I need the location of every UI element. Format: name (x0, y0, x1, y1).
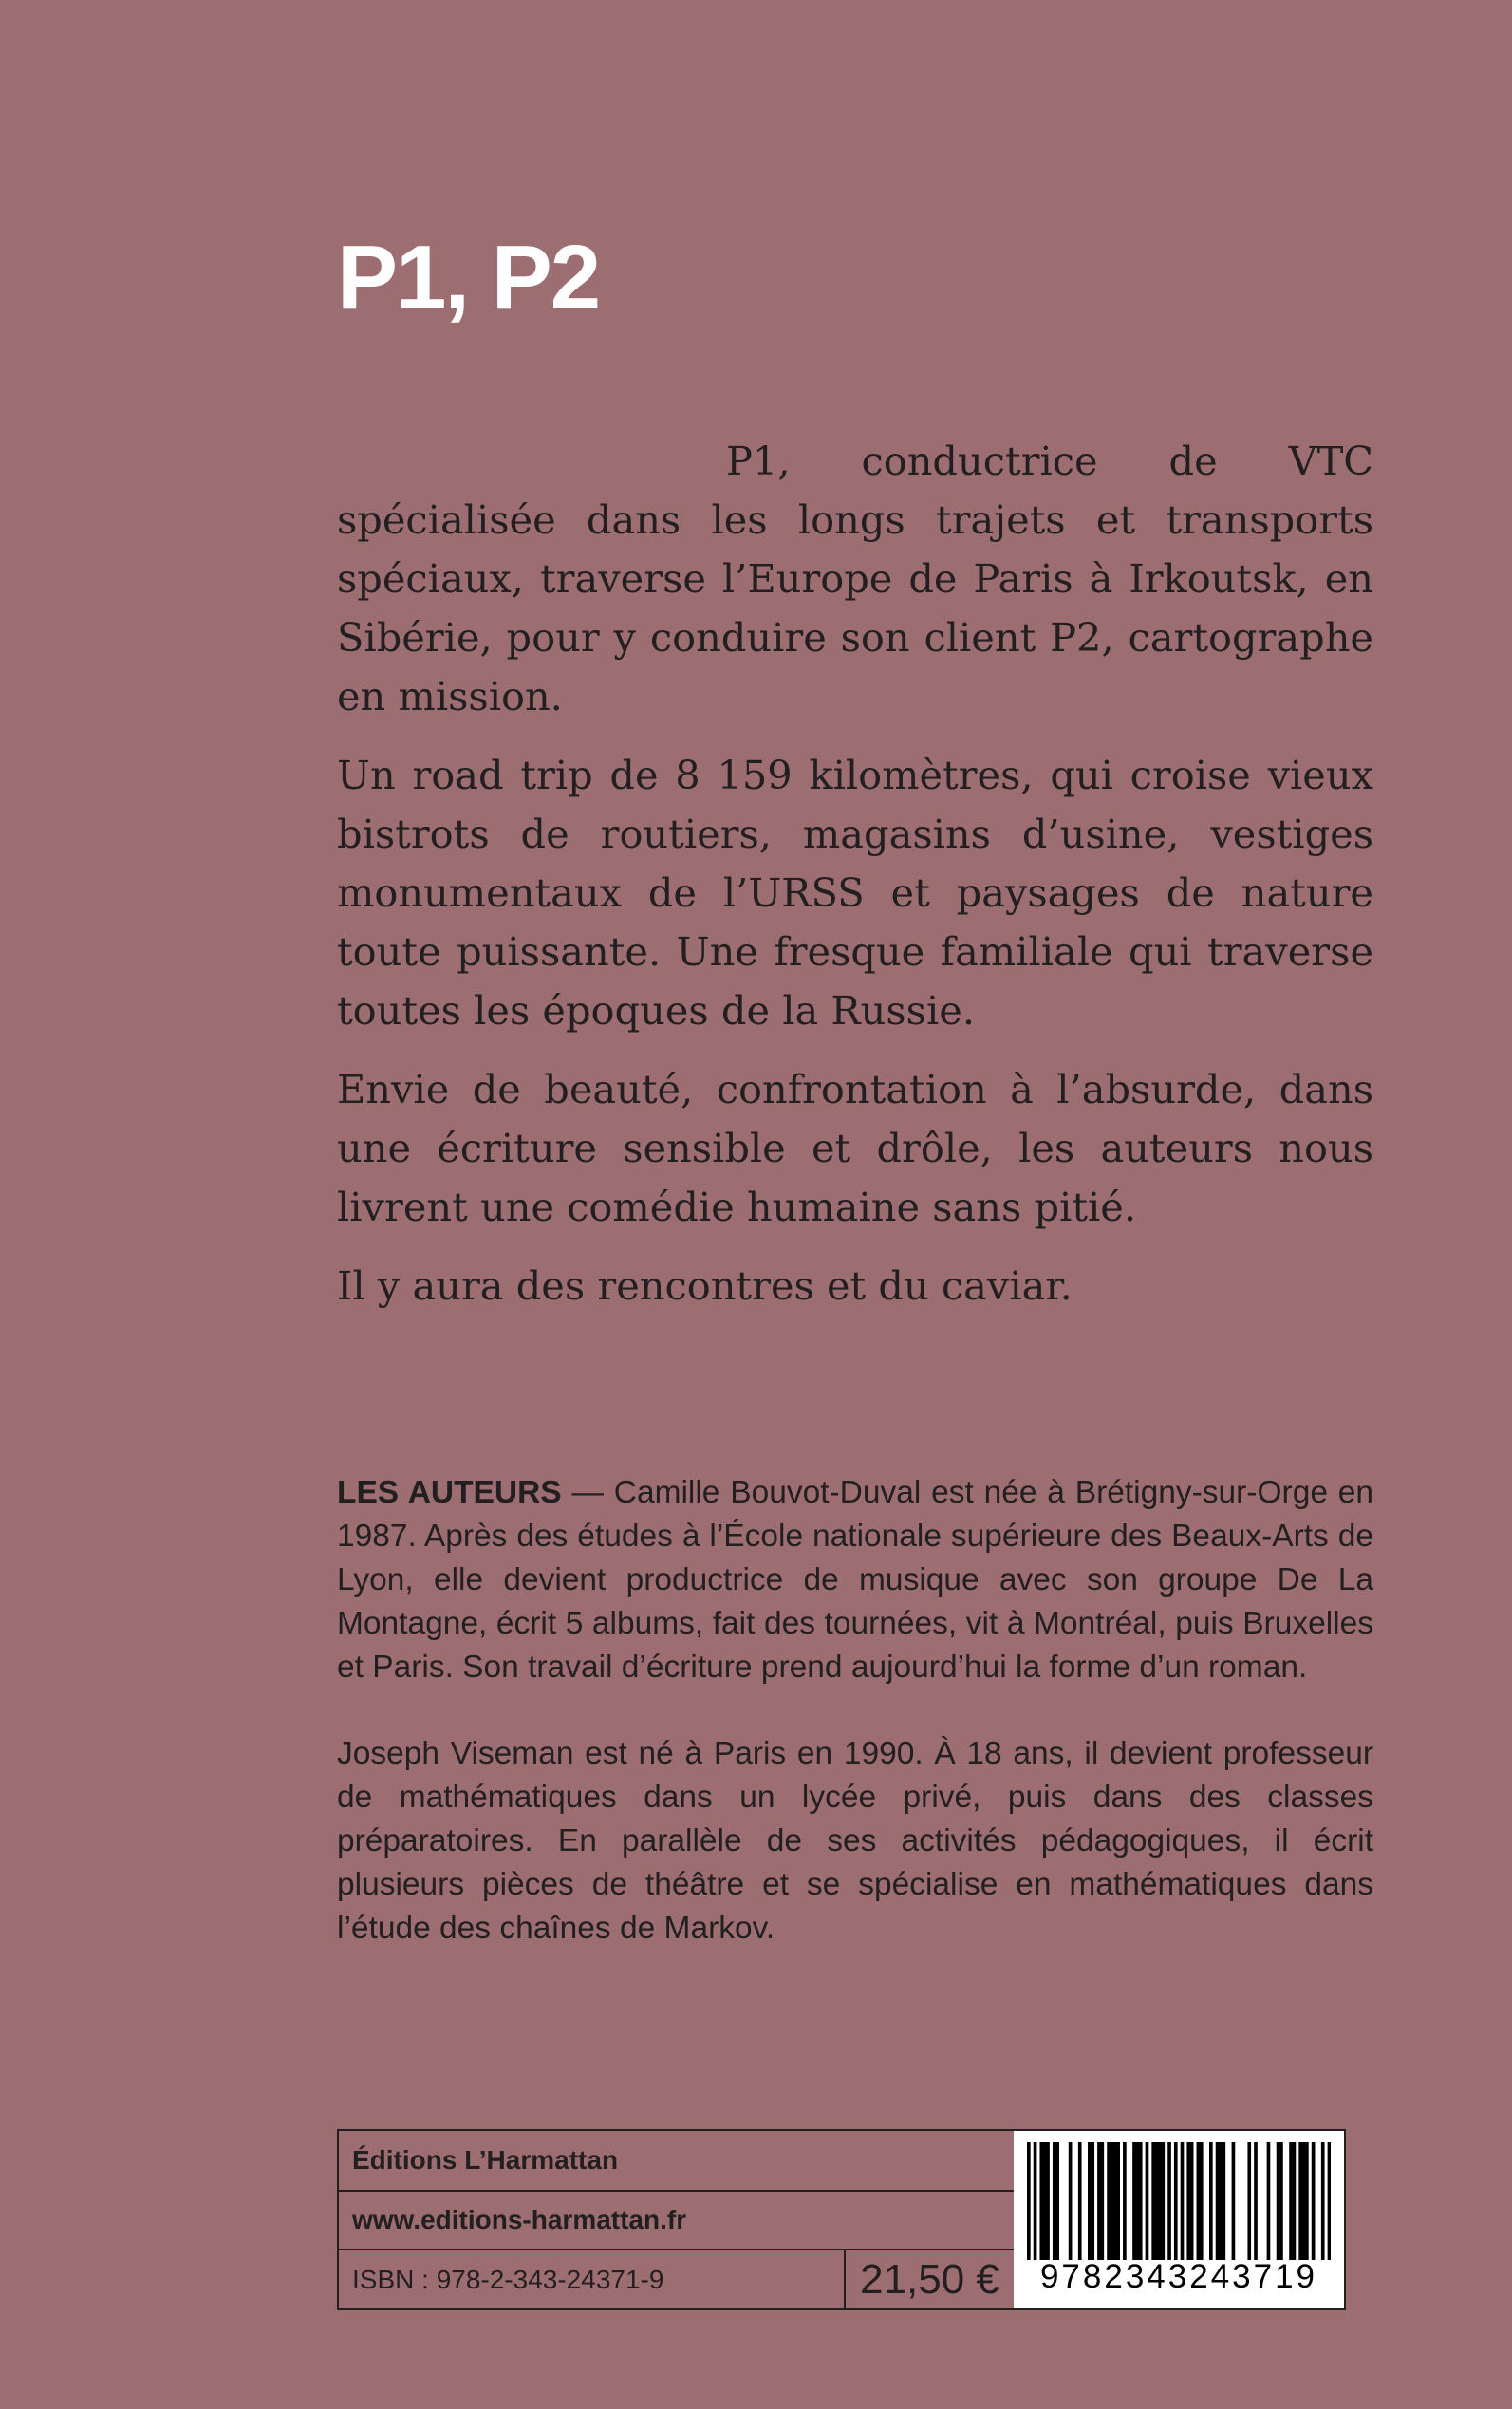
barcode-bar (1277, 2142, 1280, 2260)
barcode-bar (1247, 2142, 1251, 2260)
authors-label: LES AUTEURS (337, 1475, 562, 1510)
barcode-bar (1043, 2142, 1047, 2260)
barcode-bar (1034, 2142, 1037, 2260)
barcode-bar (1088, 2142, 1092, 2260)
barcode-bar (1289, 2142, 1293, 2260)
barcode-bar (1046, 2142, 1050, 2260)
barcode-bar (1200, 2142, 1204, 2260)
barcode-bar (1136, 2142, 1140, 2260)
author-bio-1 (337, 1471, 1373, 1690)
barcode-bar (1053, 2142, 1056, 2260)
barcode-bar (1111, 2142, 1114, 2260)
blurb-paragraph: P1, conductrice de VTC spécialisée dans les longs trajets et transports spéciaux, traverse l’Europe de Paris à Irkoutsk, en Sibérie, pour y conduire son client P2, cartographe en mission. (337, 438, 1373, 719)
barcode-bar (1091, 2142, 1094, 2260)
barcode-bar (1097, 2142, 1101, 2260)
barcode-bar (1232, 2142, 1236, 2260)
back-cover-blurb (337, 432, 1373, 1335)
barcode-bar (1328, 2142, 1331, 2260)
barcode-bar (1151, 2142, 1155, 2260)
barcode-bar (1139, 2142, 1143, 2260)
barcode-bar (1132, 2142, 1136, 2260)
barcode-bar (1267, 2142, 1271, 2260)
barcode-bar (1100, 2142, 1104, 2260)
barcode-bar (1321, 2142, 1325, 2260)
barcode-bar (1279, 2142, 1283, 2260)
barcode-bar (1069, 2142, 1073, 2260)
barcode-bar (1305, 2142, 1309, 2260)
publisher-website[interactable]: www.editions-harmattan.fr (339, 2192, 1014, 2250)
barcode-bar (1219, 2142, 1223, 2260)
authors-dash: — (561, 1475, 614, 1510)
barcode-bar (1039, 2142, 1043, 2260)
barcode-bar (1181, 2142, 1185, 2260)
blurb-paragraph: Un road trip de 8 159 kilomètres, qui croise vieux bistrots de routiers, magasins d’usine, vestiges monumentaux de l’URSS et paysages de nature toute puissante. Une fresque familiale qui traverse toutes les époques de la Russie. (337, 752, 1373, 1034)
barcode-bar (1216, 2142, 1220, 2260)
authors-section (337, 1471, 1373, 1993)
barcode-bar (1222, 2142, 1225, 2260)
barcode-bar (1174, 2142, 1178, 2260)
barcode-bar (1055, 2142, 1059, 2260)
author-bio-2: Joseph Viseman est né à Paris en 1990. À 18 ans, il devient professeur de mathématiques dans un lycée privé, puis dans des classes préparatoires. En parallèle de ses activités pédagogiques, il écrit plusieurs pièces de théâtre et se spécialise en mathématiques dans l’étude des chaînes de Markov. (337, 1736, 1373, 1946)
barcode-bar (1302, 2142, 1306, 2260)
barcode-bar (1209, 2142, 1213, 2260)
barcode-bar (1254, 2142, 1258, 2260)
blurb-paragraph: Envie de beauté, confrontation à l’absurde, dans une écriture sensible et drôle, les auteurs nous livrent une comédie humaine sans pitié. (337, 1066, 1373, 1230)
barcode (1014, 2131, 1344, 2308)
barcode-icon (1027, 2142, 1331, 2260)
barcode-bar (1158, 2142, 1162, 2260)
barcode-bar (1116, 2142, 1120, 2260)
imprint-box (337, 2129, 1346, 2310)
barcode-bar (1123, 2142, 1127, 2260)
book-title: P1, P2 (337, 227, 600, 328)
barcode-bar (1312, 2142, 1316, 2260)
barcode-bar (1113, 2142, 1117, 2260)
barcode-bar (1167, 2142, 1171, 2260)
barcode-bar (1027, 2142, 1031, 2260)
barcode-bar (1155, 2142, 1159, 2260)
barcode-bar (1298, 2142, 1302, 2260)
barcode-bar (1293, 2142, 1297, 2260)
author-bio-1-text: Camille Bouvot-Duval est née à Brétigny-sur-Orge en 1987. Après des études à l’École nationale supérieure des Beaux-Arts de Lyon, elle devient productrice de musique avec son groupe De La Montagne, écrit 5 albums, fait des tournées, vit à Montréal, puis Bruxelles et Paris. Son travail d’écriture prend aujourd’hui la forme d’un roman. (337, 1475, 1374, 1685)
barcode-bar (1197, 2142, 1201, 2260)
isbn-number: ISBN : 978-2-343-24371-9 (352, 2264, 664, 2294)
barcode-bar (1161, 2142, 1165, 2260)
barcode-bar (1186, 2142, 1190, 2260)
barcode-bar (1107, 2142, 1111, 2260)
barcode-digits: 9782343243719 (1039, 2258, 1318, 2295)
blurb-paragraph: Il y aura des rencontres et du caviar. (337, 1262, 1073, 1309)
price: 21,50 € (844, 2250, 1014, 2308)
barcode-bar (1190, 2142, 1194, 2260)
imprint-info (339, 2131, 1014, 2308)
barcode-bar (1146, 2142, 1149, 2260)
publisher-name: Éditions L’Harmattan (339, 2131, 1014, 2192)
barcode-bar (1078, 2142, 1082, 2260)
